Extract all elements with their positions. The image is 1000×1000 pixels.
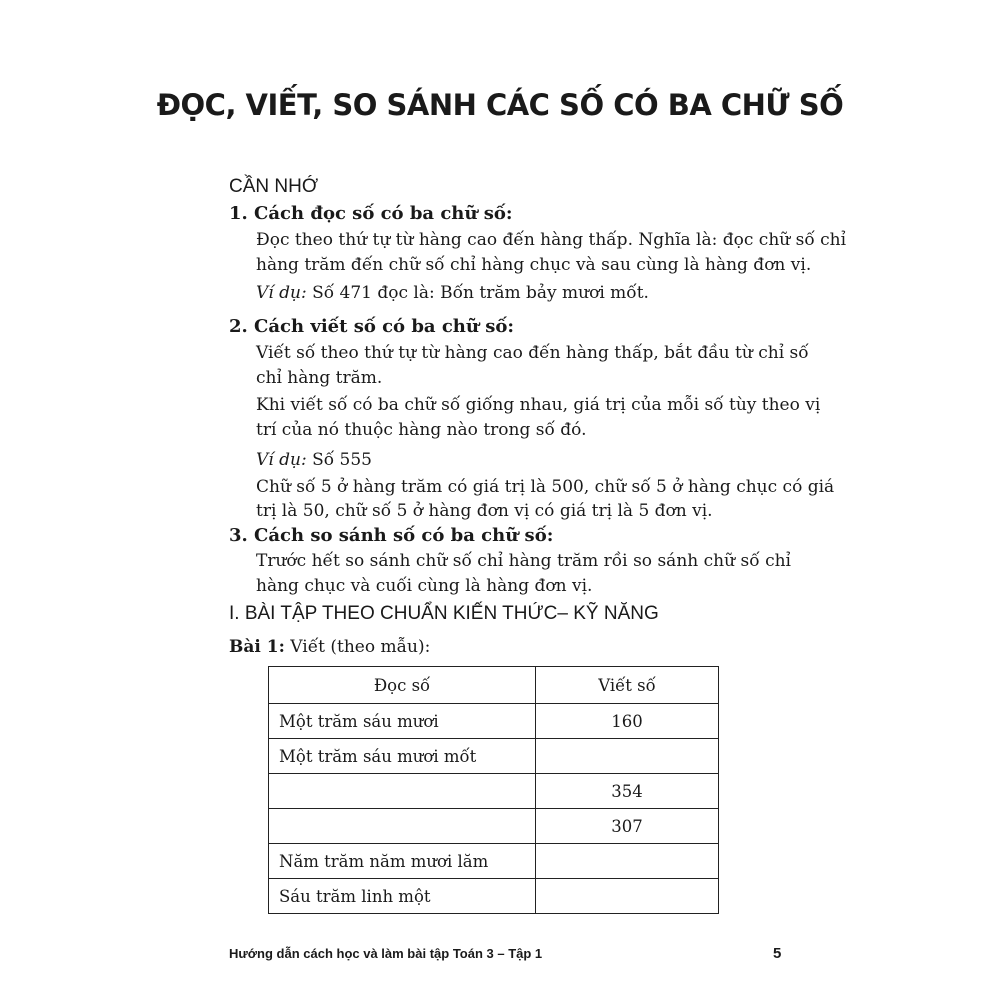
exercise-heading: I. BÀI TẬP THEO CHUẨN KIẾN THỨC– KỸ NĂNG: [229, 603, 659, 624]
example: [256, 283, 649, 303]
table-row: [269, 879, 719, 914]
write-cell: 160: [536, 704, 719, 739]
table-row: [269, 774, 719, 809]
section-2-heading: 2. Cách viết số có ba chữ số:: [229, 316, 515, 337]
read-cell: Sáu trăm linh một: [269, 879, 536, 914]
page-title: ĐỌC, VIẾT, SO SÁNH CÁC SỐ CÓ BA CHỮ SỐ: [156, 88, 844, 122]
write-cell: 307: [536, 809, 719, 844]
read-cell: Một trăm sáu mươi mốt: [269, 739, 536, 774]
column-header: Đọc số: [269, 667, 536, 704]
write-cell: [536, 879, 719, 914]
example-text: Số 471 đọc là: Bốn trăm bảy mươi mốt.: [306, 283, 649, 303]
table-header-row: [269, 667, 719, 704]
body-text: hàng trăm đến chữ số chỉ hàng chục và sau cùng là hàng đơn vị.: [256, 255, 812, 275]
read-cell: Một trăm sáu mươi: [269, 704, 536, 739]
table-row: [269, 704, 719, 739]
table-row: [269, 844, 719, 879]
exercise-table: [268, 666, 719, 914]
read-cell: [269, 774, 536, 809]
table-row: [269, 809, 719, 844]
example-label: Ví dụ:: [256, 283, 307, 303]
body-text: trí của nó thuộc hàng nào trong số đó.: [256, 420, 587, 440]
write-cell: 354: [536, 774, 719, 809]
section-1-heading: 1. Cách đọc số có ba chữ số:: [229, 203, 513, 224]
exercise-label: Bài 1:: [229, 637, 285, 657]
page-number: 5: [773, 945, 782, 962]
section-3-heading: 3. Cách so sánh số có ba chữ số:: [229, 525, 554, 546]
example: [256, 450, 372, 470]
exercise-instruction: Viết (theo mẫu):: [284, 637, 431, 657]
exercise-1: [229, 637, 430, 657]
table-row: [269, 739, 719, 774]
remember-heading: CẦN NHỚ: [229, 176, 319, 197]
body-text: Khi viết số có ba chữ số giống nhau, giá trị của mỗi số tùy theo vị: [256, 395, 821, 415]
column-header: Viết số: [536, 667, 719, 704]
body-text: Chữ số 5 ở hàng trăm có giá trị là 500, chữ số 5 ở hàng chục có giá: [256, 477, 835, 497]
body-text: Trước hết so sánh chữ số chỉ hàng trăm rồi so sánh chữ số chỉ: [256, 551, 791, 571]
example-label: Ví dụ:: [256, 450, 307, 470]
body-text: Đọc theo thứ tự từ hàng cao đến hàng thấp. Nghĩa là: đọc chữ số chỉ: [256, 230, 847, 250]
read-cell: [269, 809, 536, 844]
body-text: Viết số theo thứ tự từ hàng cao đến hàng thấp, bắt đầu từ chỉ số: [256, 343, 809, 363]
read-cell: Năm trăm năm mươi lăm: [269, 844, 536, 879]
page-footer: Hướng dẫn cách học và làm bài tập Toán 3 – Tập 1: [229, 946, 543, 961]
write-cell: [536, 844, 719, 879]
body-text: chỉ hàng trăm.: [256, 368, 383, 388]
body-text: hàng chục và cuối cùng là hàng đơn vị.: [256, 576, 593, 596]
body-text: trị là 50, chữ số 5 ở hàng đơn vị có giá trị là 5 đơn vị.: [256, 501, 713, 521]
example-text: Số 555: [306, 450, 372, 470]
write-cell: [536, 739, 719, 774]
